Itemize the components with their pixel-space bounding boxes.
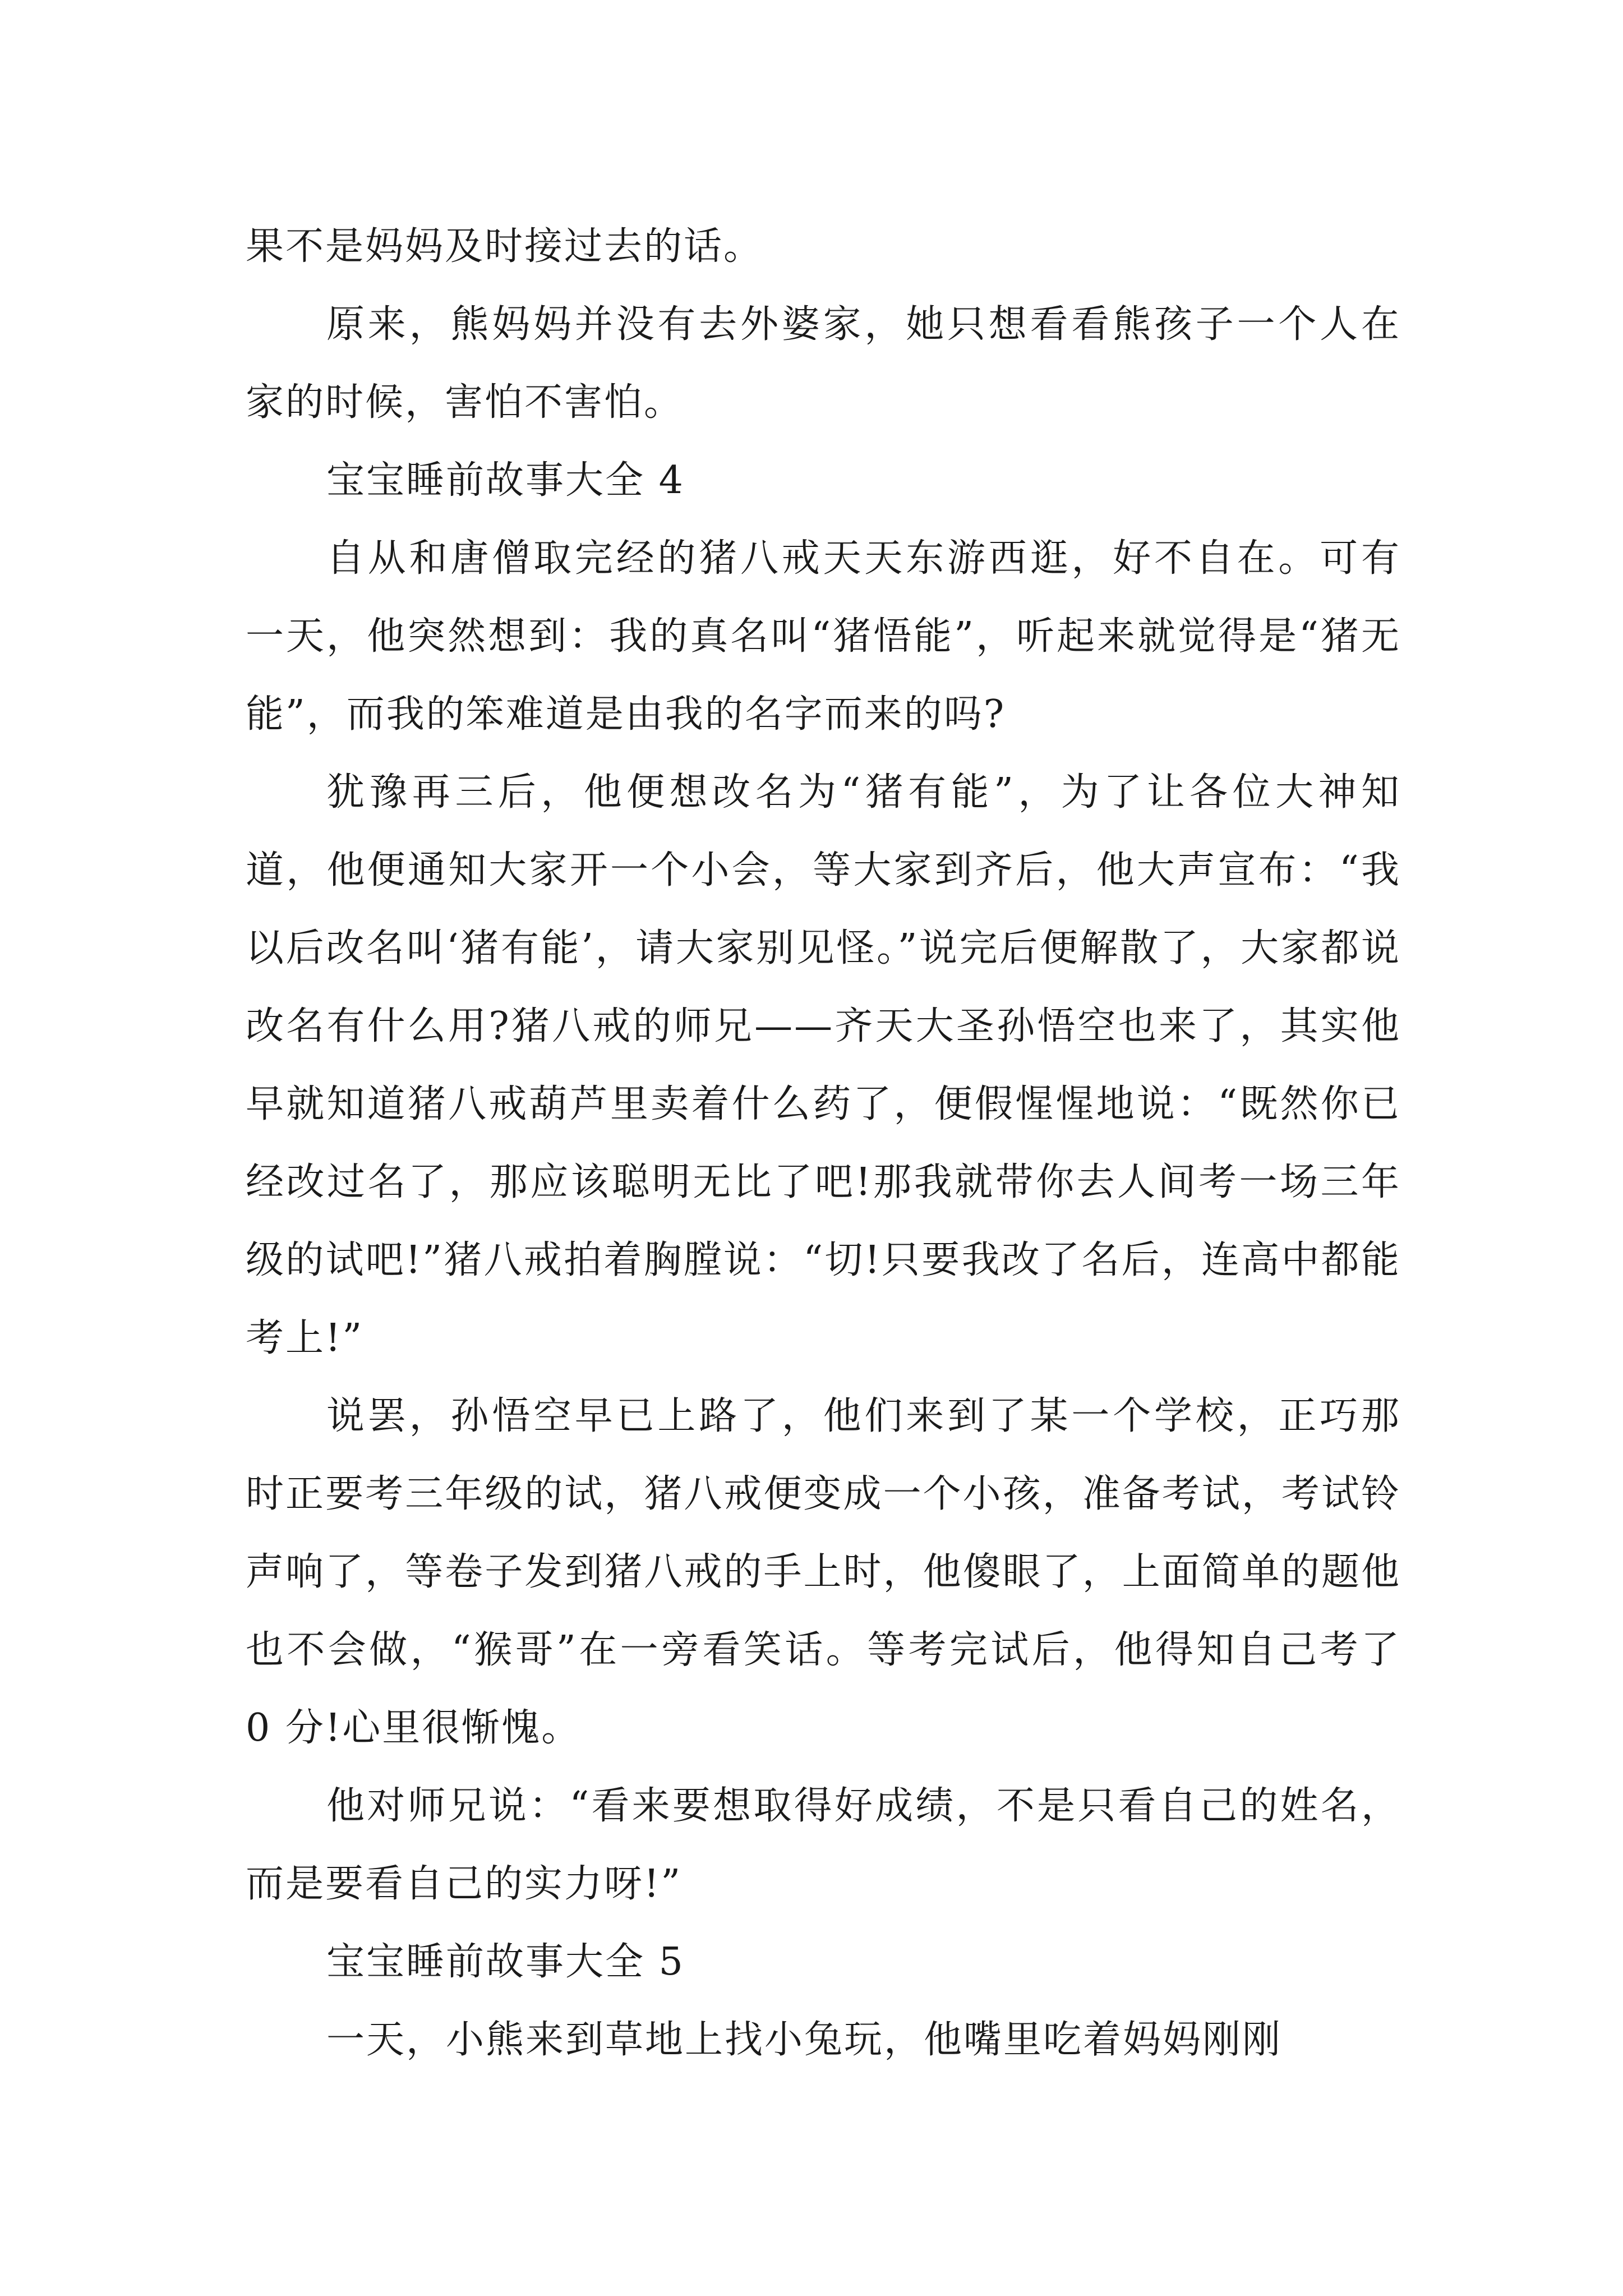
paragraph: 说罢，孙悟空早已上路了，他们来到了某一个学校，正巧那时正要考三年级的试，猪八戒便变成一个小孩，准备考试，考试铃声响了，等卷子发到猪八戒的手上时，他傻眼了，上面简单的题他也不会做，“猴哥”在一旁看笑话。等考完试后，他得知自己考了 0 分!心里很惭愧。 (246, 1394, 1401, 1750)
paragraph: 犹豫再三后，他便想改名为“猪有能”，为了让各位大神知道，他便通知大家开一个小会，等大家到齐后，他大声宣布：“我以后改名叫‘猪有能’，请大家别见怪。”说完后便解散了，大家都说改名有什么用?猪八戒的师兄——齐天大圣孙悟空也来了，其实他早就知道猪八戒葫芦里卖着什么药了，便假惺惺地说：“既然你已经改过名了，那应该聪明无比了吧!那我就带你去人间考一场三年级的试吧!”猪八戒拍着胸膛说：“切!只要我改了名后，连高中都能考上!” (246, 770, 1401, 1360)
section-heading-story-5: 宝宝睡前故事大全 5 (326, 1940, 685, 1984)
paragraph: 他对师兄说：“看来要想取得好成绩，不是只看自己的姓名，而是要看自己的实力呀!” (246, 1784, 1401, 1906)
paragraph-continuation: 果不是妈妈及时接过去的话。 (246, 224, 764, 269)
section-heading-story-4: 宝宝睡前故事大全 4 (326, 458, 685, 503)
paragraph: 原来，熊妈妈并没有去外婆家，她只想看看熊孩子一个人在家的时候，害怕不害怕。 (246, 302, 1401, 425)
document-body (246, 208, 1401, 2079)
paragraph: 一天，小熊来到草地上找小兔玩，他嘴里吃着妈妈刚刚 (326, 2018, 1283, 2062)
paragraph: 自从和唐僧取完经的猪八戒天天东游西逛，好不自在。可有一天，他突然想到：我的真名叫“猪悟能”，听起来就觉得是“猪无能”，而我的笨难道是由我的名字而来的吗? (246, 536, 1401, 737)
